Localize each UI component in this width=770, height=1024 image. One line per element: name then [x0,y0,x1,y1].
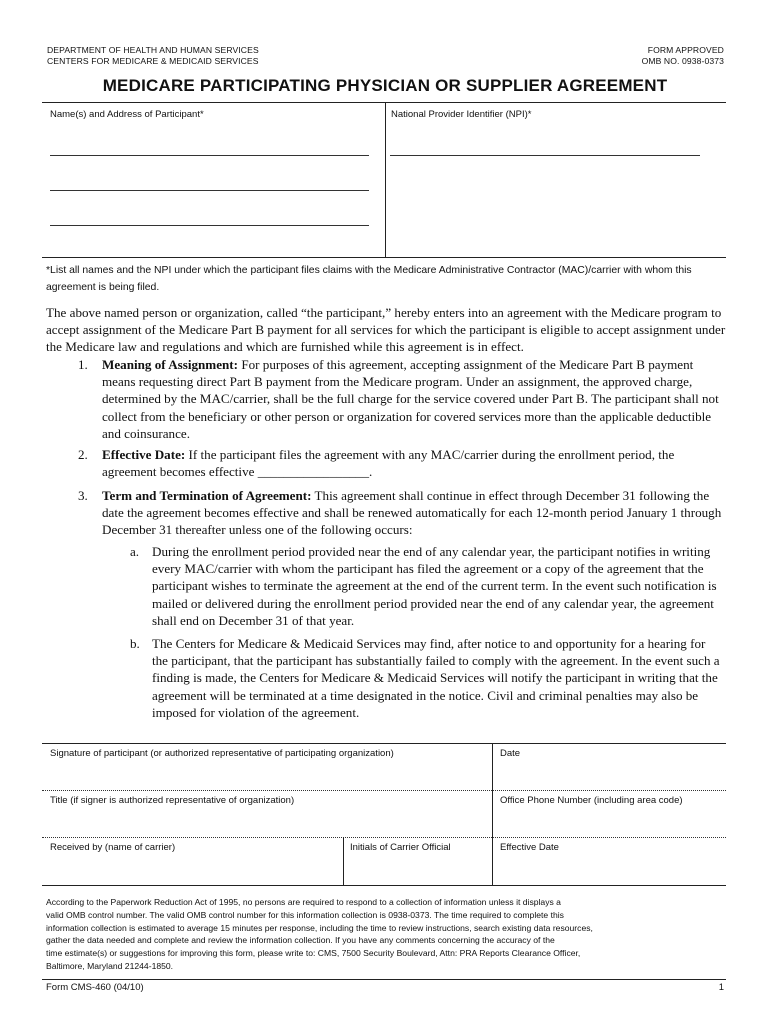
pra-line: Baltimore, Maryland 21244-1850. [46,960,174,971]
omb-number: OMB NO. 0938-0373 [641,56,724,66]
item-2-heading: Effective Date: [102,447,186,462]
subitem-b-letter: b. [130,636,140,651]
subitem-a-letter: a. [130,544,140,559]
effective-date-field[interactable]: Effective Date [500,842,559,853]
item-2-number: 2. [78,447,88,462]
participant-name-line-1[interactable] [50,155,369,156]
form-number: Form CMS-460 (04/10) [46,982,144,993]
divider [42,743,726,744]
received-by-field[interactable]: Received by (name of carrier) [50,842,176,853]
agency-header [47,45,259,67]
divider [42,979,726,980]
divider [492,743,493,885]
item-3-number: 3. [78,488,88,503]
npi-label: National Provider Identifier (NPI)* [391,109,532,120]
department-name: DEPARTMENT OF HEALTH AND HUMAN SERVICES [47,45,259,55]
agency-name: CENTERS FOR MEDICARE & MEDICAID SERVICES [47,56,259,66]
footnote: *List all names and the NPI under which the participant files claims with the Medicare Administrative Contractor (MAC)/carrier with whom this agreement is being filed. [46,265,692,293]
divider [42,257,726,258]
divider [42,790,726,791]
item-1-text: For purposes of this agreement, accepting assignment of the Medicare Part B payment means requesting direct Part B payment from the Medicare program. Under an assignment, the approved charge, determined by the MAC/carrier, shall be the full charge for the service covered under Part B. The participant shall not collect from the beneficiary or other person or organization for covered services more than the applicable deductible and coinsurance. [102,357,719,441]
npi-line[interactable] [390,155,700,156]
item-1-heading: Meaning of Assignment: [102,357,239,372]
divider [42,102,726,103]
pra-line: According to the Paperwork Reduction Act of 1995, no persons are required to respond to a collection of information unless it displays a [46,897,561,907]
intro-paragraph: The above named person or organization, called “the participant,” hereby enters into an agreement with the Medicare program to accept assignment of the Medicare Part B payment for all services for which the participant is eligible to accept assignment under the Medicare law and regulations and which are furnished while this agreement is in effect. [46,305,726,355]
item-2 [102,446,724,480]
initials-field[interactable]: Initials of Carrier Official [350,842,451,853]
pra-line: valid OMB control number. The valid OMB control number for this information collection is 0938-0373. The time required to complete this [46,909,564,920]
signature-field[interactable]: Signature of participant (or authorized representative of participating organization) [50,748,394,759]
item-2-text: If the participant files the agreement with any MAC/carrier during the enrollment period, the agreement becomes effective _________________. [102,447,675,480]
divider [343,837,344,885]
subitem-b-text: The Centers for Medicare & Medicaid Services may find, after notice to and opportunity for a hearing for the participant, that the participant has substantially failed to comply with the agreement. In the event such a finding is made, the Centers for Medicare & Medicaid Services will notify the participant in writing that the agreement will be terminated at a time designated in the notice. Civil and criminal penalties may also be imposed for violation of the agreement. [152,636,720,720]
paperwork-reduction-notice [46,896,746,973]
item-3 [102,487,724,539]
pra-line: information collection is estimated to average 15 minutes per response, including the time to review instructions, search existing data resources, [46,922,593,933]
item-3-heading: Term and Termination of Agreement: [102,488,312,503]
participant-name-line-2[interactable] [50,190,369,191]
page-number: 1 [718,982,724,993]
divider [42,885,726,886]
item-1-number: 1. [78,357,88,372]
participant-name-line-3[interactable] [50,225,369,226]
omb-header [642,45,724,67]
item-3-text: This agreement shall continue in effect through December 31 following the date the agreement becomes effective and shall be renewed automatically for each 12-month period January 1 through December 31 thereafter unless one of the following occurs: [102,488,722,538]
participant-names-label: Name(s) and Address of Participant* [50,109,204,120]
subitem-a-text: During the enrollment period provided near the end of any calendar year, the participant notifies in writing every MAC/carrier with whom the participant has filed the agreement or a copy of the agreement that the participant wishes to terminate the agreement at the end of the current term. In the event such notification is mailed or delivered during the enrollment period provided near the end of any calendar year, the agreement shall end on December 31 of that year. [152,544,717,628]
date-field[interactable]: Date [500,748,521,759]
pra-line: gather the data needed and complete and review the information collection. If you have any comments concerning the accuracy of the [46,935,555,946]
form-approved: FORM APPROVED [647,45,724,55]
phone-field[interactable]: Office Phone Number (including area code) [500,795,683,806]
divider [385,102,386,257]
title-field[interactable]: Title (if signer is authorized representative of organization) [50,795,295,806]
pra-line: time estimate(s) or suggestions for improving this form, please write to: CMS, 7500 Security Boulevard, Attn: PRA Reports Clearance Officer, [46,948,581,959]
form-title: MEDICARE PARTICIPATING PHYSICIAN OR SUPPLIER AGREEMENT [102,76,668,95]
item-1 [102,356,724,442]
divider [42,837,726,838]
